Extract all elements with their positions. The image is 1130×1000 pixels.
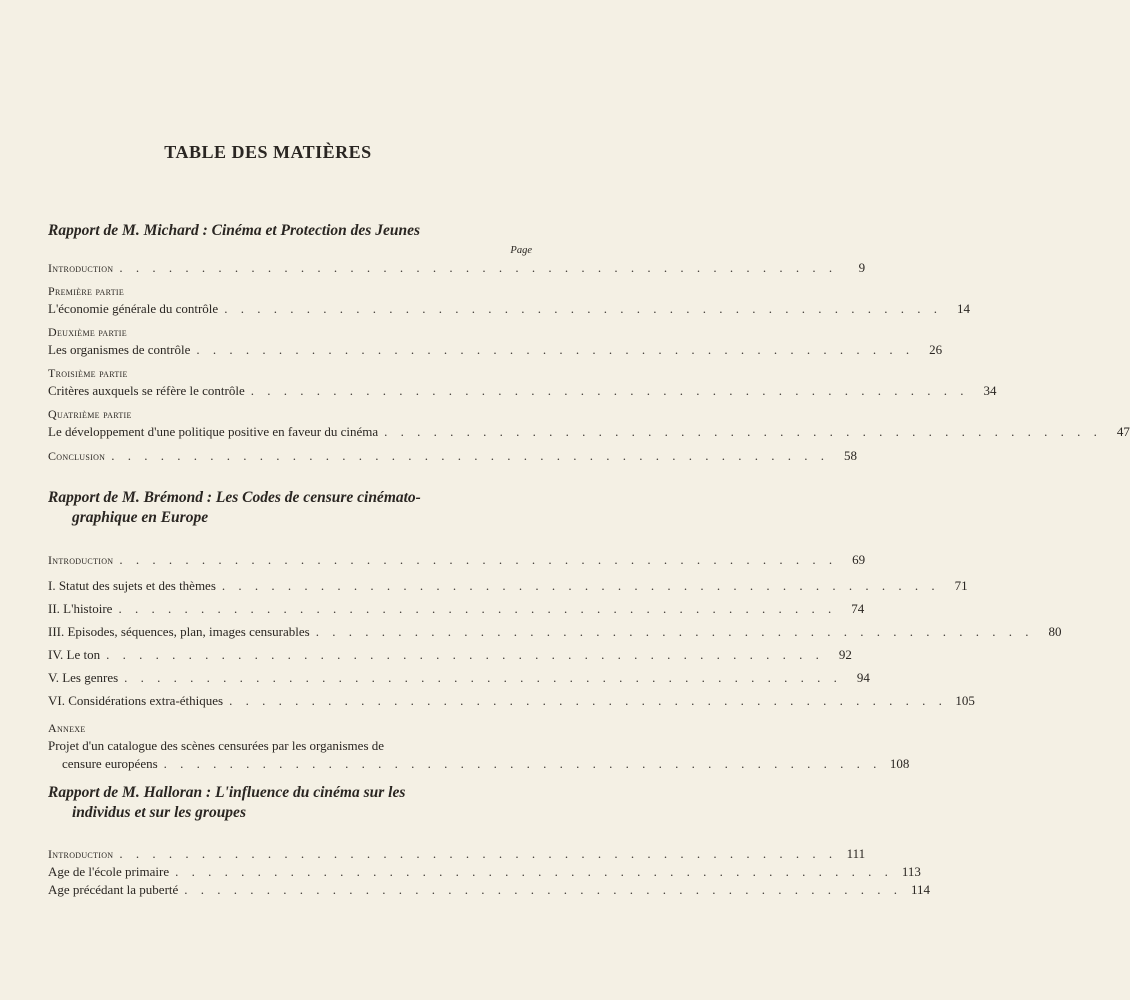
leader-dots: . . . . . . . . . . . . . . . . . . . . . . . . . . . . . . . . . . . . . . . . . . . . [119, 260, 838, 275]
entry-label: Le développement d'une politique positive en faveur du cinéma [48, 424, 379, 439]
entry-label: III. Episodes, séquences, plan, images censurables [48, 624, 310, 639]
entry-label: VI. Considérations extra-éthiques [48, 693, 224, 708]
entry-label: Introduction [48, 847, 114, 861]
entry-label: L'économie générale du contrôle [48, 301, 219, 316]
annex-label: Annexe [48, 721, 86, 735]
leader-dots: . . . . . . . . . . . . . . . . . . . . . . . . . . . . . . . . . . . . . . . . . . . . [224, 301, 942, 316]
leader-dots: . . . . . . . . . . . . . . . . . . . . . . . . . . . . . . . . . . . . . . . . . . . . [384, 424, 1102, 439]
leader-dots: . . . . . . . . . . . . . . . . . . . . . . . . . . . . . . . . . . . . . . . . . . . . [111, 448, 829, 463]
entry-page: 108 [889, 756, 910, 771]
toc-entry[interactable] [48, 597, 865, 620]
entry-page: 105 [955, 693, 975, 708]
toc-entry[interactable] [48, 300, 970, 318]
toc-entry[interactable] [48, 423, 1130, 441]
entry-page: 111 [846, 846, 866, 861]
entry-label: Introduction [48, 553, 114, 567]
section-heading: Rapport de M. Michard : Cinéma et Protection des Jeunes [48, 222, 420, 239]
section-michard [48, 221, 1130, 465]
entry-page: 14 [956, 301, 970, 316]
section-heading-line1: Rapport de M. Halloran : L'influence du cinéma sur les [48, 784, 406, 801]
toc-entry-introduction[interactable] [48, 845, 866, 863]
leader-dots: . . . . . . . . . . . . . . . . . . . . . . . . . . . . . . . . . . . . . . . . . . . . [196, 342, 915, 357]
leader-dots: . . . . . . . . . . . . . . . . . . . . . . . . . . . . . . . . . . . . . . . . . . . . [175, 864, 893, 879]
entry-label: I. Statut des sujets et des thèmes [48, 578, 216, 593]
entry-page: 34 [983, 383, 997, 398]
toc-entry[interactable] [48, 881, 931, 899]
entry-page: 47 [1116, 424, 1130, 439]
entry-page: 80 [1048, 624, 1062, 639]
entry-label: Age de l'école primaire [48, 864, 170, 879]
entry-label: II. L'histoire [48, 601, 113, 616]
leader-dots: . . . . . . . . . . . . . . . . . . . . . . . . . . . . . . . . . . . . . . . . . . . . [315, 624, 1034, 639]
leader-dots: . . . . . . . . . . . . . . . . . . . . . . . . . . . . . . . . . . . . . . . . . . . . [118, 601, 837, 616]
entry-label: Critères auxquels se réfère le contrôle [48, 383, 245, 398]
entry-label: Conclusion [48, 449, 106, 463]
annex-entry[interactable] [48, 755, 910, 773]
entry-page: 58 [843, 448, 857, 463]
leader-dots: . . . . . . . . . . . . . . . . . . . . . . . . . . . . . . . . . . . . . . . . . . . . [163, 756, 882, 771]
section-heading [48, 488, 532, 528]
entry-label: censure européens [62, 756, 158, 771]
entry-label: Introduction [48, 261, 114, 275]
entry-label: Les organismes de contrôle [48, 342, 191, 357]
entry-page: 113 [901, 864, 921, 879]
entry-label: IV. Le ton [48, 647, 101, 662]
entry-page: 26 [929, 342, 943, 357]
toc-entry[interactable] [48, 689, 975, 712]
toc-entry[interactable] [48, 643, 852, 666]
toc-entry[interactable] [48, 382, 997, 400]
entry-label: Age précédant la puberté [48, 882, 179, 897]
section-halloran [48, 783, 931, 899]
leader-dots: . . . . . . . . . . . . . . . . . . . . . . . . . . . . . . . . . . . . . . . . . . . . [119, 846, 838, 861]
toc-entry[interactable] [48, 574, 968, 597]
entry-page: 9 [858, 260, 866, 275]
toc-entry[interactable] [48, 666, 870, 689]
toc-entry-introduction[interactable] [48, 551, 866, 569]
entry-page: 92 [838, 647, 852, 662]
section-heading-line1: Rapport de M. Brémond : Les Codes de censure cinémato- [48, 489, 421, 506]
entry-page: 74 [851, 601, 865, 616]
toc-entry-introduction[interactable] [48, 259, 866, 277]
entry-page: 69 [852, 552, 866, 567]
leader-dots: . . . . . . . . . . . . . . . . . . . . . . . . . . . . . . . . . . . . . . . . . . . . [250, 383, 969, 398]
leader-dots: . . . . . . . . . . . . . . . . . . . . . . . . . . . . . . . . . . . . . . . . . . . . [229, 693, 947, 708]
entry-page: 114 [911, 882, 931, 897]
part-label: Première partie [48, 284, 125, 298]
section-heading-line2: individus et sur les groupes [72, 804, 246, 821]
toc-entry[interactable] [48, 620, 1062, 643]
page-title: TABLE DES MATIÈRES [164, 142, 372, 162]
entry-page: 71 [954, 578, 968, 593]
toc-entry-conclusion[interactable] [48, 447, 857, 465]
section-heading [48, 783, 532, 823]
part-label: Troisième partie [48, 366, 128, 380]
leader-dots: . . . . . . . . . . . . . . . . . . . . . . . . . . . . . . . . . . . . . . . . . . . . [106, 647, 824, 662]
leader-dots: . . . . . . . . . . . . . . . . . . . . . . . . . . . . . . . . . . . . . . . . . . . . [221, 578, 940, 593]
section-heading-line2: graphique en Europe [72, 509, 209, 526]
section-bremond [48, 488, 1062, 773]
part-label: Quatrième partie [48, 407, 132, 421]
entry-label: V. Les genres [48, 670, 119, 685]
page-column-label: Page [510, 245, 532, 256]
toc-entry[interactable] [48, 341, 943, 359]
leader-dots: . . . . . . . . . . . . . . . . . . . . . . . . . . . . . . . . . . . . . . . . . . . . [184, 882, 903, 897]
annex-entry-line1[interactable]: Projet d'un catalogue des scènes censurées par les organismes de [48, 738, 385, 753]
entry-page: 94 [856, 670, 870, 685]
part-label: Deuxième partie [48, 325, 127, 339]
leader-dots: . . . . . . . . . . . . . . . . . . . . . . . . . . . . . . . . . . . . . . . . . . . . [124, 670, 842, 685]
toc-entry[interactable] [48, 863, 921, 881]
leader-dots: . . . . . . . . . . . . . . . . . . . . . . . . . . . . . . . . . . . . . . . . . . . . [119, 552, 838, 567]
